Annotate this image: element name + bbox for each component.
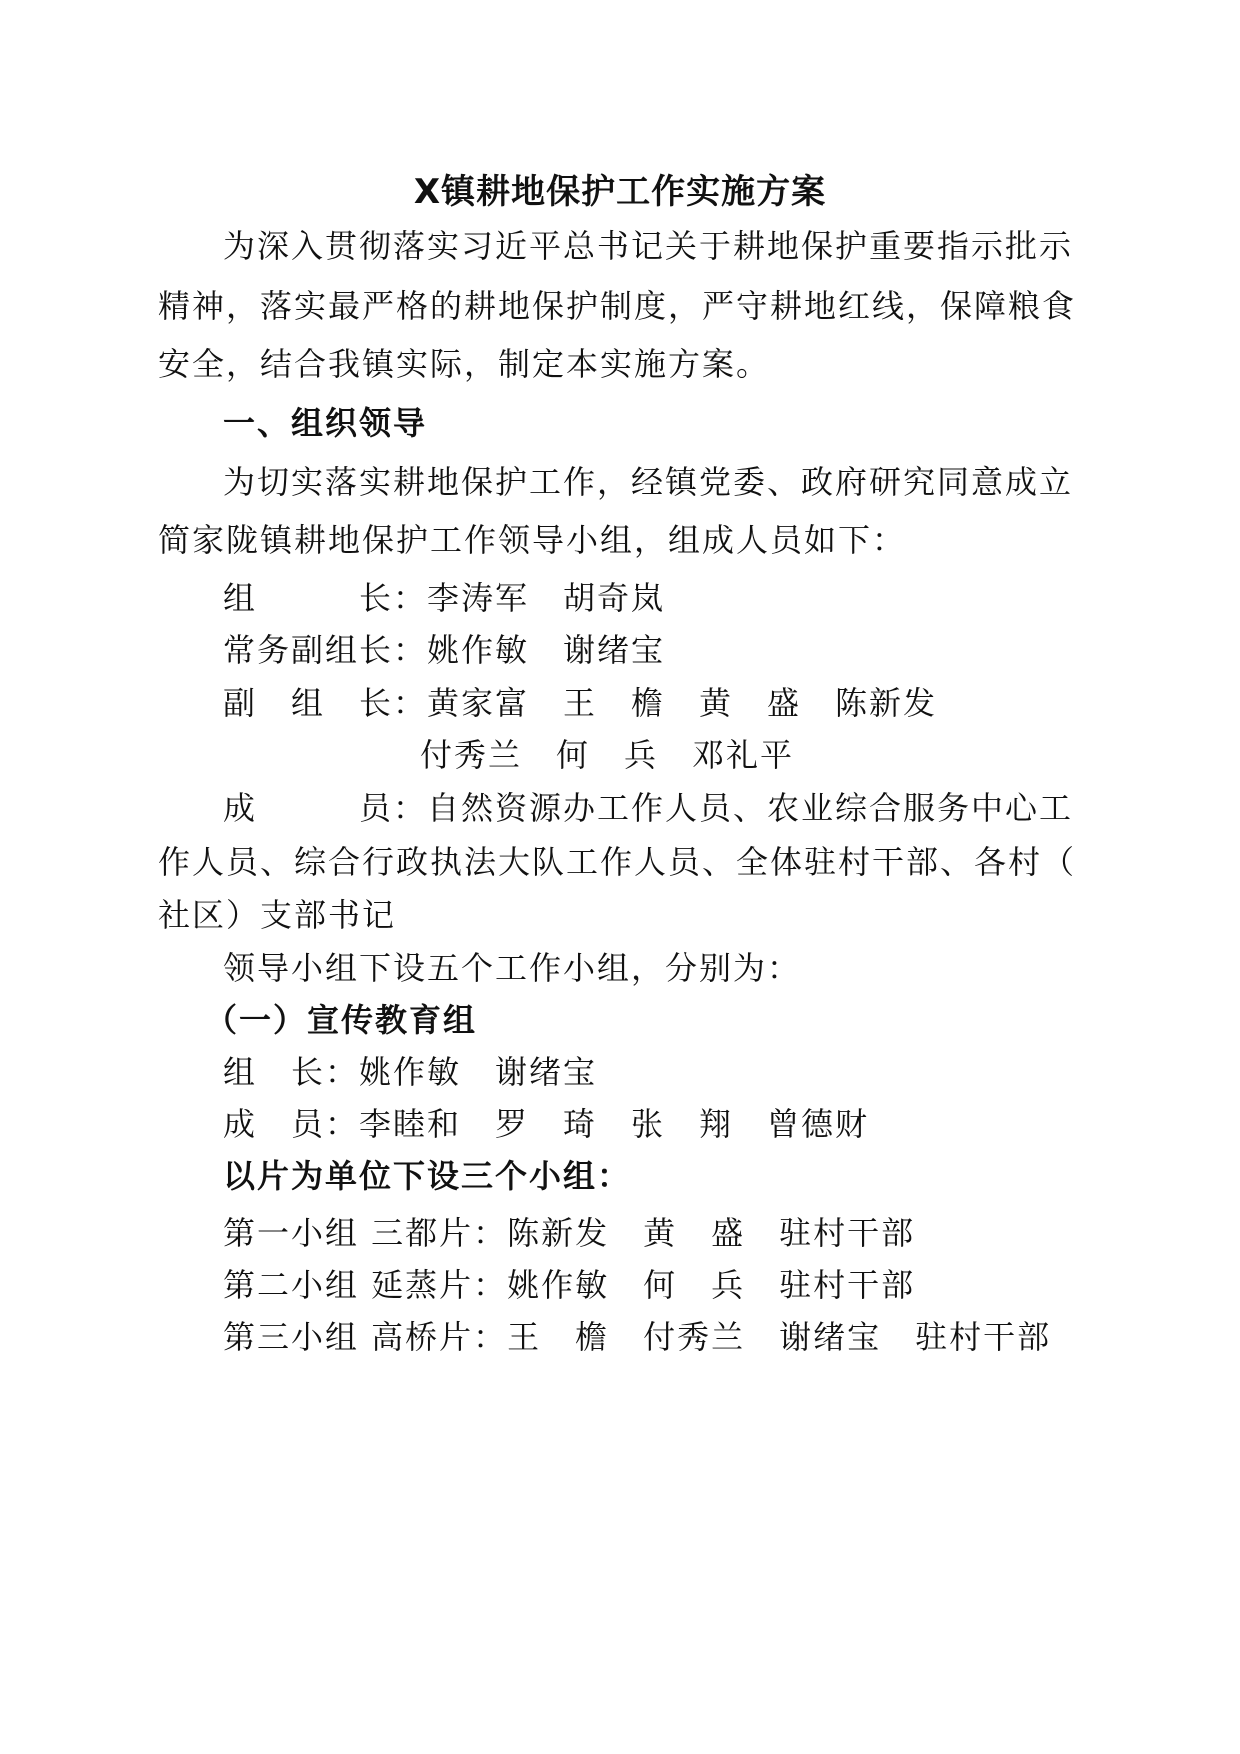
leader-label: 组 长：	[223, 579, 428, 617]
leader-names: 李涛军 胡奇岚	[427, 579, 666, 617]
deputy-names: 黄家富 王 檐 黄 盛 陈新发	[427, 684, 938, 722]
subgroup-row-2: 第二小组 延蒸片：姚作敏 何 兵 驻村干部	[223, 1266, 916, 1304]
executive-deputy-names: 姚作敏 谢绪宝	[427, 631, 666, 669]
group1-leader: 组 长：姚作敏 谢绪宝	[223, 1053, 598, 1091]
intro-line-2: 精神，落实最严格的耕地保护制度，严守耕地红线，保障粮食	[158, 287, 1077, 325]
deputy-names-continued: 付秀兰 何 兵 邓礼平	[420, 736, 795, 774]
executive-deputy-row	[223, 630, 665, 670]
subgroup-row-1: 第一小组 三都片：陈新发 黄 盛 驻村干部	[223, 1214, 916, 1252]
deputy-row	[223, 683, 937, 723]
executive-deputy-label: 常务副组长：	[223, 631, 428, 669]
member-text-line-2: 作人员、综合行政执法大队工作人员、全体驻村干部、各村（	[158, 843, 1077, 881]
deputy-label: 副 组 长：	[223, 684, 428, 722]
member-text-line-3: 社区）支部书记	[158, 896, 397, 934]
group1-members: 成 员：李睦和 罗 琦 张 翔 曾德财	[223, 1105, 870, 1143]
intro-line-3: 安全，结合我镇实际，制定本实施方案。	[158, 345, 771, 383]
section1-paragraph-line-1: 为切实落实耕地保护工作，经镇党委、政府研究同意成立	[223, 463, 1074, 501]
member-row	[223, 788, 1073, 828]
group1-heading: （一）宣传教育组	[205, 1001, 478, 1039]
member-text-line-1: 自然资源办工作人员、农业综合服务中心工	[427, 789, 1074, 827]
subgroup-row-3: 第三小组 高桥片：王 檐 付秀兰 谢绪宝 驻村干部	[223, 1318, 1052, 1356]
subgroups-heading: 以片为单位下设三个小组：	[223, 1157, 632, 1195]
groups-intro: 领导小组下设五个工作小组，分别为：	[223, 949, 802, 987]
intro-line-1: 为深入贯彻落实习近平总书记关于耕地保护重要指示批示	[223, 227, 1074, 265]
section-heading-organization: 一、组织领导	[223, 404, 428, 442]
leader-row	[223, 578, 665, 618]
section1-paragraph-line-2: 简家陇镇耕地保护工作领导小组，组成人员如下：	[158, 521, 907, 559]
document-title: X镇耕地保护工作实施方案	[413, 172, 827, 212]
member-label: 成 员：	[223, 789, 428, 827]
